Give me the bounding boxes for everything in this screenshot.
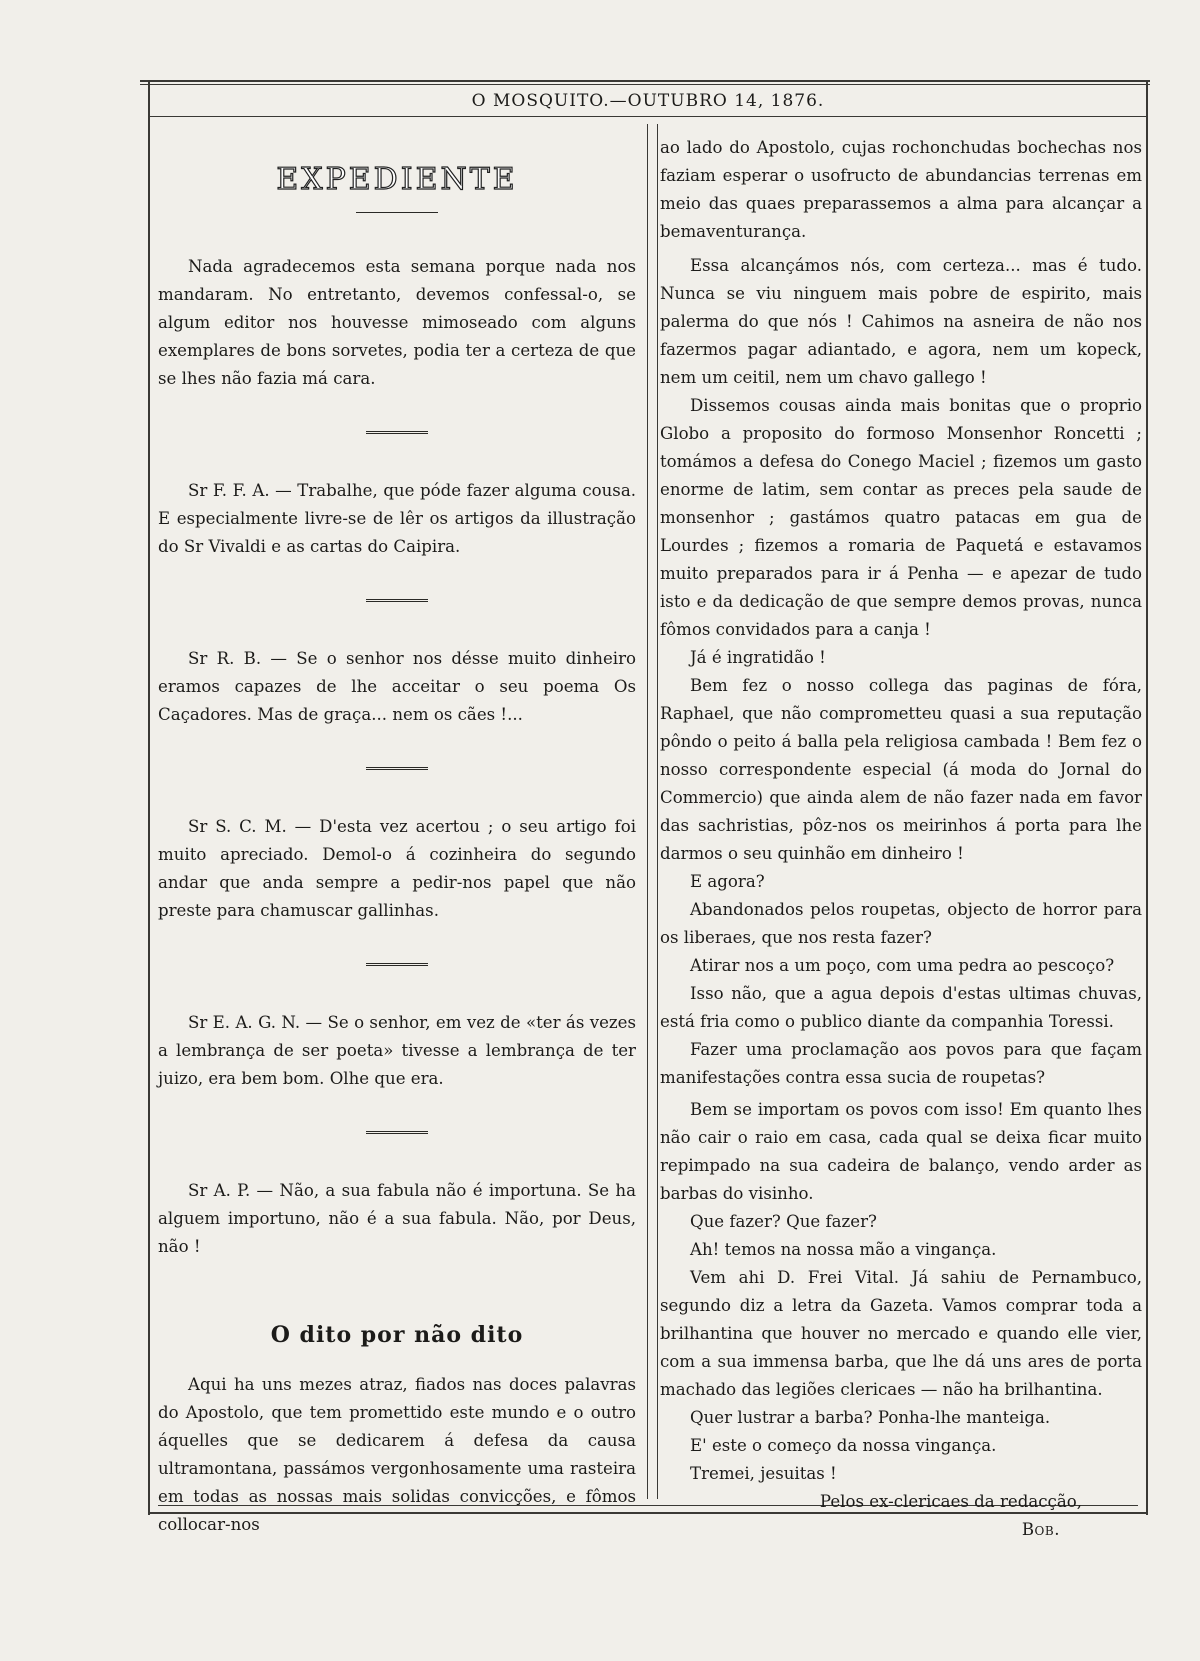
column-divider-inner — [657, 124, 658, 1499]
section-divider — [366, 963, 428, 969]
note-1: Sr F. F. A. — Trabalhe, que póde fazer alguma cousa. E especialmente livre-se de lêr os artigos da illustração do Sr Vivaldi e as cartas do Caipira. — [158, 481, 636, 556]
author-signature: Bob. — [1021, 1520, 1060, 1539]
note-3: Sr S. C. M. — D'esta vez acertou ; o seu artigo foi muito apreciado. Demol-o á cozinheira do segundo andar que anda sempre a pedir-nos papel que não preste para chamuscar gallinhas. — [158, 817, 636, 920]
article-start: Aqui ha uns mezes atraz, fiados nas doces palavras do Apostolo, que tem promettido este mundo e o outro áquelles que se dedicarem á defesa da causa ultramontana, passámos vergonhosamente uma rasteira em todas as nossas mais solidas convicções, e fômos collocar-nos — [158, 1375, 636, 1534]
article-paragraph: E' este o começo da nossa vingança. — [690, 1436, 997, 1455]
right-column — [660, 134, 1142, 1544]
frame-border-right — [1146, 80, 1148, 1515]
article-paragraph: Bem se importam os povos com isso! Em quanto lhes não cair o raio em casa, cada qual se deixa ficar muito repimpado na sua cadeira de balanço, vendo arder as barbas do visinho. — [660, 1100, 1142, 1203]
article-title: O dito por não dito — [270, 1322, 524, 1348]
article-paragraph: Fazer uma proclamação aos povos para que façam manifestações contra essa sucia de roupetas? — [660, 1040, 1142, 1087]
article-paragraph: Bem fez o nosso collega das paginas de fóra, Raphael, que não comprometteu quasi a sua reputação pôndo o peito á balla pela religiosa cambada ! Bem fez o nosso correspondente especial (á moda do Jornal do Commercio) que ainda alem de não fazer nada em favor das sachristias, pôz-nos os meirinhos á porta para lhe darmos o seu quinhão em dinheiro ! — [660, 676, 1142, 863]
article-paragraph: Já é ingratidão ! — [690, 648, 826, 667]
page-header: O MOSQUITO.—OUTUBRO 14, 1876. — [471, 91, 825, 111]
article-paragraph: E agora? — [690, 872, 765, 891]
column-divider — [647, 124, 648, 1499]
article-paragraph: Isso não, que a agua depois d'estas ultimas chuvas, está fria como o publico diante da companhia Toressi. — [660, 984, 1142, 1031]
article-paragraph: Abandonados pelos roupetas, objecto de horror para os liberaes, que nos resta fazer? — [660, 900, 1142, 947]
article-paragraph: Ah! temos na nossa mão a vingança. — [690, 1240, 997, 1259]
frame-border-left — [148, 80, 150, 1515]
expediente-intro: Nada agradecemos esta semana porque nada nos mandaram. No entretanto, devemos confessal-o, se algum editor nos houvesse mimoseado com alguns exemplares de bons sorvetes, podia ter a certeza de que se lhes não fazia má cara. — [158, 257, 636, 388]
section-divider — [366, 1131, 428, 1137]
article-paragraph: Vem ahi D. Frei Vital. Já sahiu de Pernambuco, segundo diz a letra da Gazeta. Vamos comprar toda a brilhantina que houver no mercado e quando elle vier, com a sua immensa barba, que lhe dá uns ares de porta machado das legiões clericaes — não ha brilhantina. — [660, 1268, 1142, 1399]
section-title-expediente: EXPEDIENTE — [276, 162, 518, 197]
frame-border-top — [140, 80, 1150, 82]
note-2: Sr R. B. — Se o senhor nos désse muito dinheiro eramos capazes de lhe acceitar o seu poema Os Caçadores. Mas de graça... nem os cães !... — [158, 649, 636, 724]
note-5: Sr A. P. — Não, a sua fabula não é importuna. Se ha alguem importuno, não é a sua fabula. Não, por Deus, não ! — [158, 1181, 636, 1256]
header-rule — [148, 116, 1148, 117]
article-paragraph: Dissemos cousas ainda mais bonitas que o proprio Globo a proposito do formoso Monsenhor Roncetti ; tomámos a defesa do Conego Maciel ; fizemos um gasto enorme de latim, sem contar as preces pela saude de monsenhor ; gastámos quatro patacas em gua de Lourdes ; fizemos a romaria de Paquetá e estavamos muito preparados para ir á Penha — e apezar de tudo isto e da dedicação de que sempre demos provas, nunca fômos convidados para a canja ! — [660, 396, 1142, 639]
section-divider — [366, 767, 428, 773]
article-paragraph: Atirar nos a um poço, com uma pedra ao pescoço? — [690, 956, 1115, 975]
section-divider — [366, 431, 428, 437]
article-paragraph: Tremei, jesuitas ! — [690, 1464, 837, 1483]
section-divider — [366, 599, 428, 605]
signature-line: Pelos ex-clericaes da redacção, — [819, 1492, 1082, 1511]
article-paragraph: Que fazer? Que fazer? — [690, 1212, 877, 1231]
article-paragraph: Essa alcançámos nós, com certeza... mas é tudo. Nunca se viu ninguem mais pobre de espirito, mais palerma do que nós ! Cahimos na asneira de não nos fazermos pagar adiantado, e agora, nem um kopeck, nem um ceitil, nem um chavo gallego ! — [660, 256, 1142, 387]
title-rule — [356, 212, 438, 213]
frame-border-top-inner — [140, 84, 1150, 85]
note-4: Sr E. A. G. N. — Se o senhor, em vez de «ter ás vezes a lembrança de ser poeta» tivesse a lembrança de ter juizo, era bem bom. Olhe que era. — [158, 1013, 636, 1088]
article-paragraph: Quer lustrar a barba? Ponha-lhe manteiga. — [690, 1408, 1051, 1427]
left-column — [158, 150, 636, 1539]
article-paragraph: ao lado do Apostolo, cujas rochonchudas bochechas nos faziam esperar o usofructo de abundancias terrenas em meio das quaes preparassemos a alma para alcançar a bemaventurança. — [660, 138, 1142, 241]
